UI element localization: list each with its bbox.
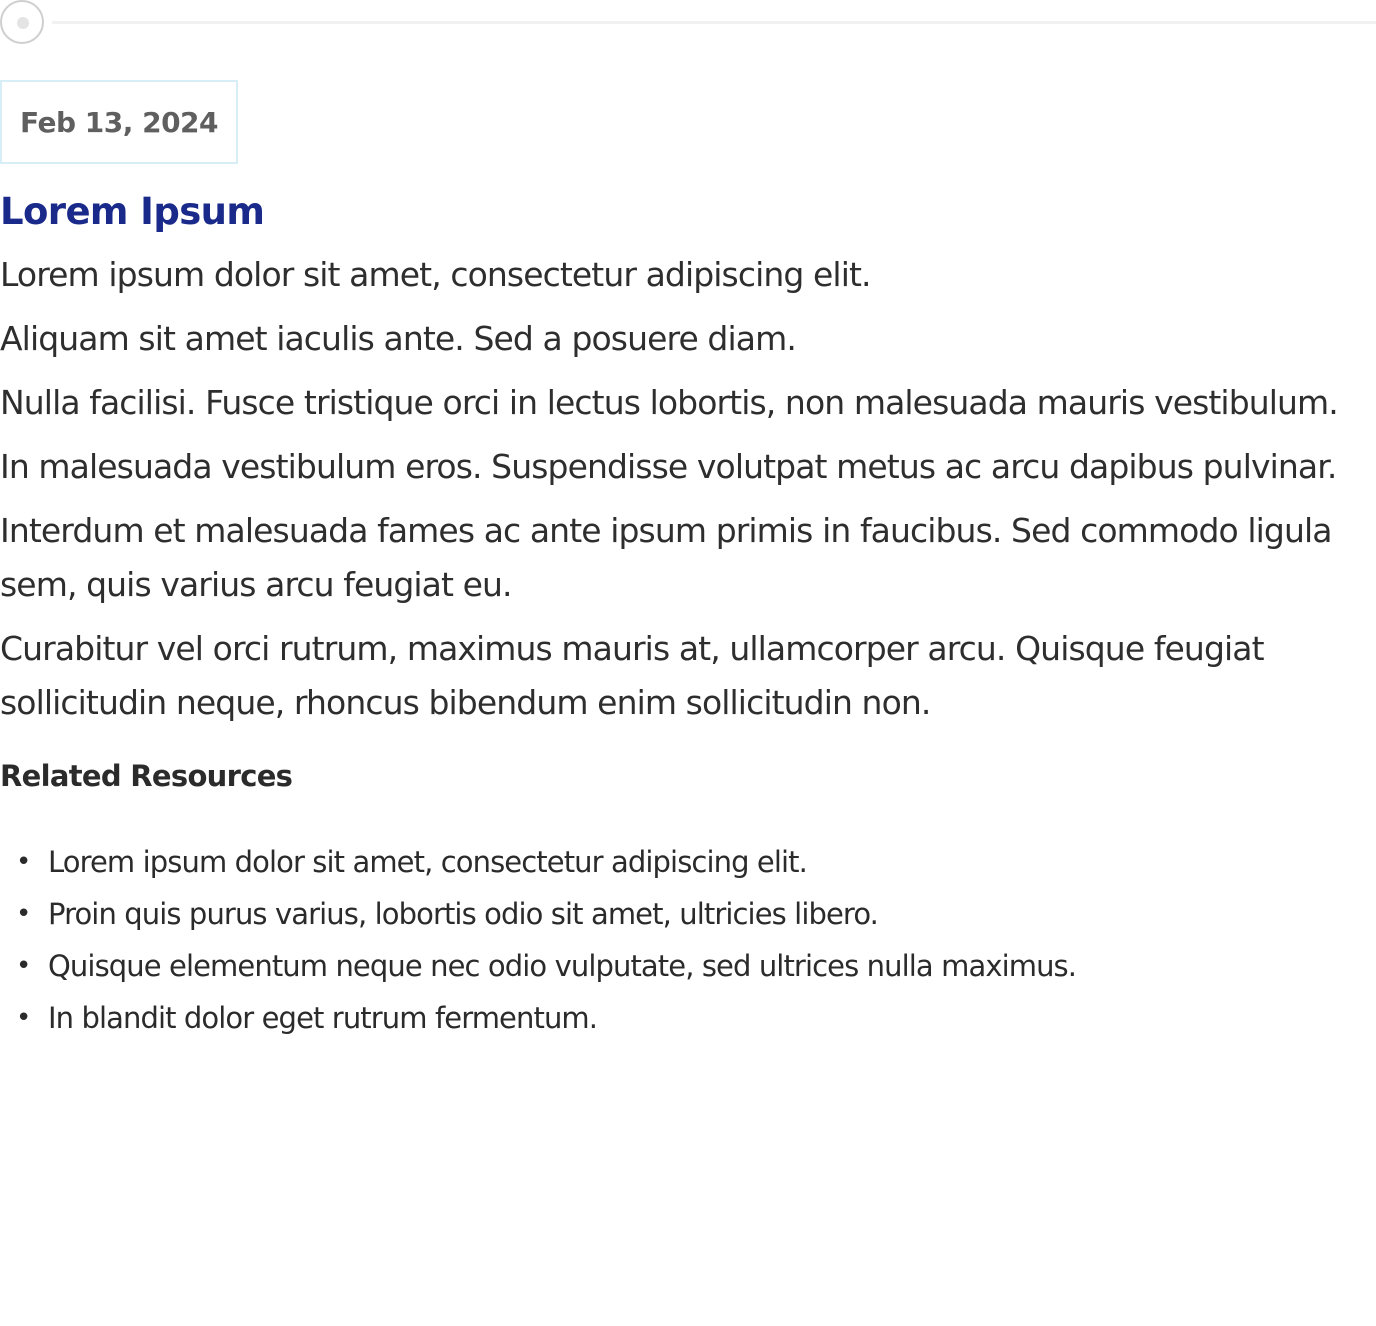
post-paragraph: Curabitur vel orci rutrum, maximus mauris at, ullamcorper arcu. Quisque feugiat sollicitudin neque, rhoncus bibendum enim sollicitudin non. [0,629,1264,722]
related-resource-label: Lorem ipsum dolor sit amet, consectetur adipiscing elit. [48,845,807,879]
post-title[interactable]: Lorem Ipsum [0,190,265,233]
post-paragraph: Aliquam sit amet iaculis ante. Sed a posuere diam. [0,319,796,358]
post-paragraph: In malesuada vestibulum eros. Suspendisse volutpat metus ac arcu dapibus pulvinar. [0,447,1337,486]
related-resources-list [0,836,1376,1044]
post-paragraph: Interdum et malesuada fames ac ante ipsum primis in faucibus. Sed commodo ligula sem, quis varius arcu feugiat eu. [0,511,1332,604]
bullet-icon: • [16,1003,31,1033]
bullet-icon: • [16,899,31,929]
date-badge: Feb 13, 2024 [0,80,238,164]
post-paragraph: Nulla facilisi. Fusce tristique orci in lectus lobortis, non malesuada mauris vestibulum. [0,383,1338,422]
timeline-divider [52,21,1376,24]
post-paragraph: Lorem ipsum dolor sit amet, consectetur adipiscing elit. [0,255,871,294]
related-resources-heading: Related Resources [0,759,293,793]
bullet-icon: • [16,847,31,877]
related-resource-item[interactable] [0,836,1376,888]
timeline-dot-center [17,17,29,29]
related-resource-item[interactable] [0,888,1376,940]
post-content [0,184,1376,1044]
bullet-icon: • [16,951,31,981]
related-resource-label: In blandit dolor eget rutrum fermentum. [48,1001,598,1035]
related-resource-item[interactable] [0,992,1376,1044]
related-resource-label: Proin quis purus varius, lobortis odio sit amet, ultricies libero. [48,897,878,931]
circle-dot-icon [0,0,44,44]
related-resource-label: Quisque elementum neque nec odio vulputate, sed ultrices nulla maximus. [48,949,1077,983]
timeline [0,0,1376,50]
related-resource-item[interactable] [0,940,1376,992]
